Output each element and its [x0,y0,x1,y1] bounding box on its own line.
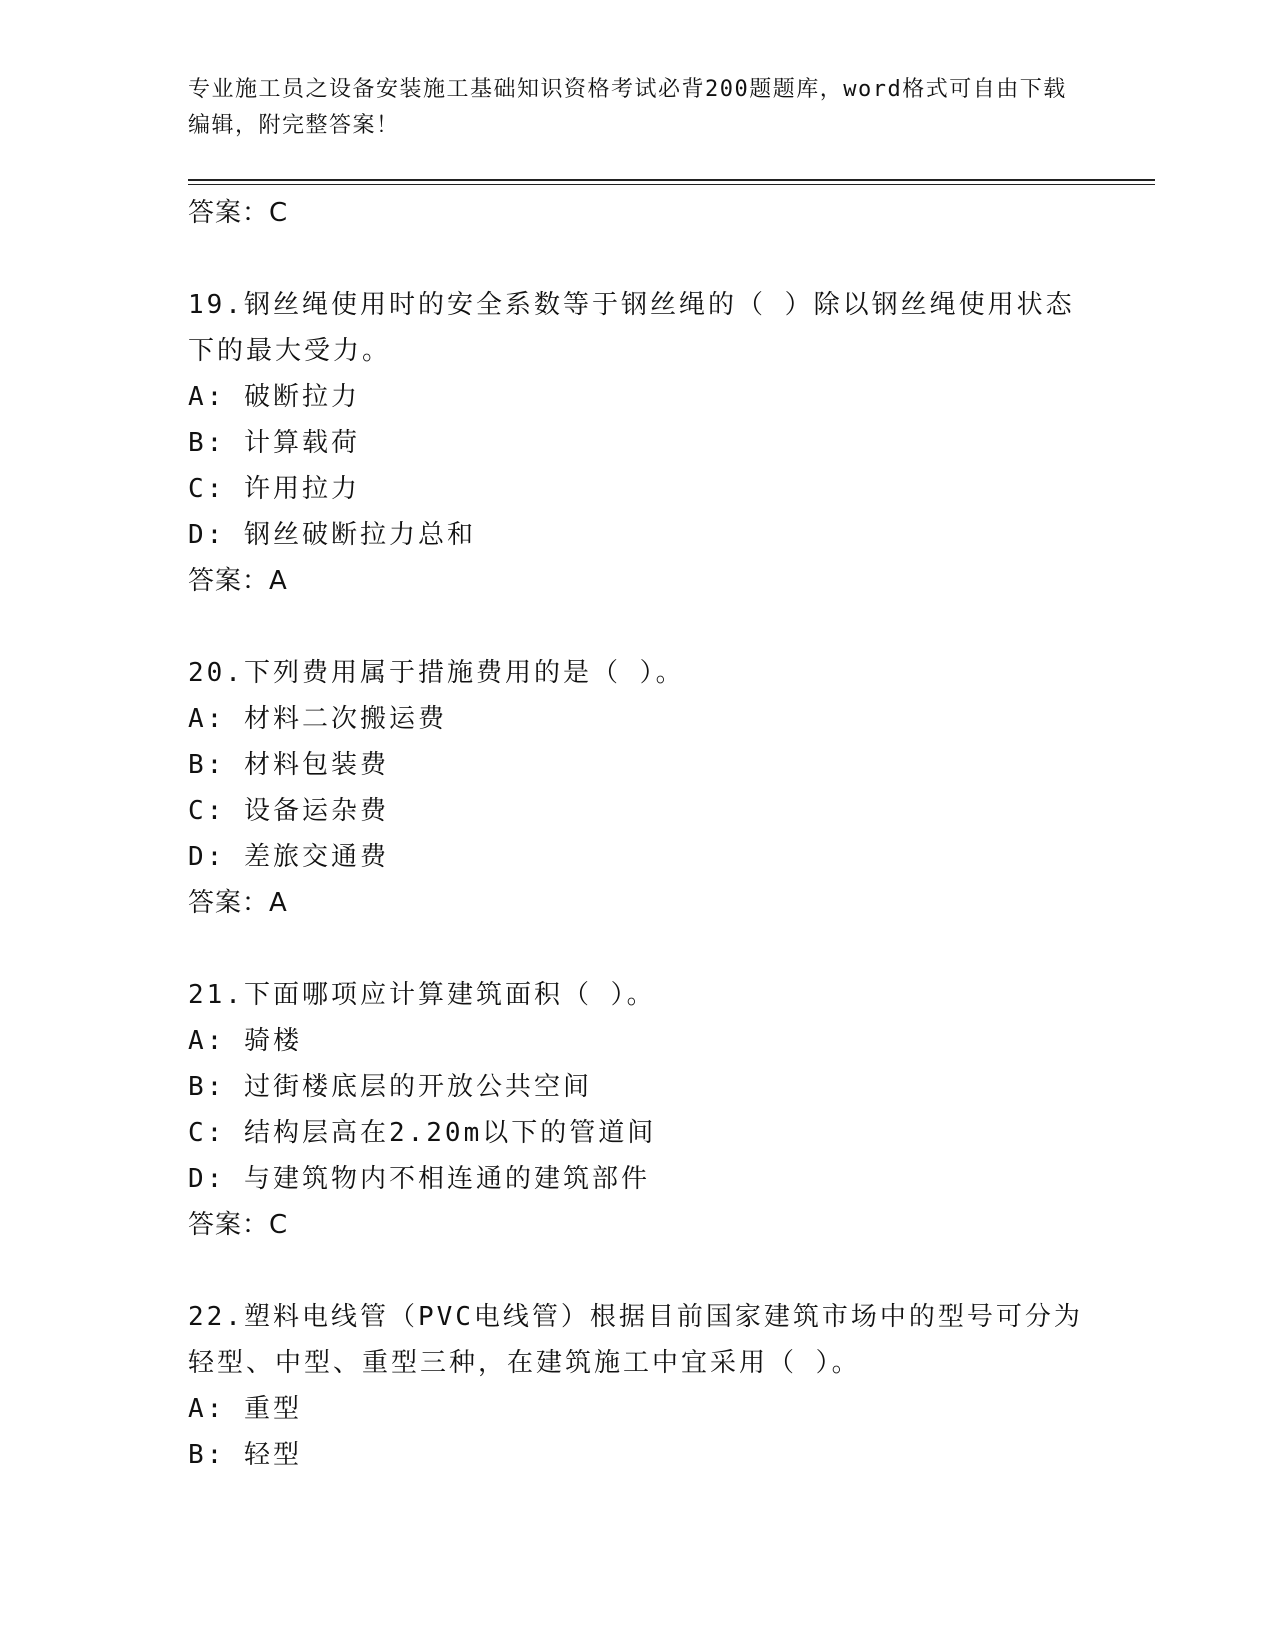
answer-line: 答案：A [188,888,288,918]
option-a: A: 重型 [188,1394,302,1424]
question-stem: 轻型、中型、重型三种，在建筑施工中宜采用（ ）。 [188,1348,861,1378]
question-22 [188,1294,1088,1478]
question-21 [188,972,1088,1248]
question-stem: 21.下面哪项应计算建筑面积（ ）。 [188,980,656,1010]
option-c: C: 设备运杂费 [188,796,389,826]
option-b: B: 过街楼底层的开放公共空间 [188,1072,592,1102]
answer-line: 答案：C [188,1210,289,1240]
answer-line: 答案：A [188,566,288,596]
spacer [188,236,1088,282]
option-d: D: 钢丝破断拉力总和 [188,520,476,550]
option-d: D: 与建筑物内不相连通的建筑部件 [188,1164,650,1194]
option-d: D: 差旅交通费 [188,842,389,872]
question-stem: 19.钢丝绳使用时的安全系数等于钢丝绳的（ ）除以钢丝绳使用状态 [188,290,1075,320]
question-stem: 20.下列费用属于措施费用的是（ ）。 [188,658,685,688]
spacer [188,1248,1088,1294]
spacer [188,926,1088,972]
option-c: C: 结构层高在2.20m以下的管道间 [188,1118,657,1148]
answer-line: 答案：C [188,198,289,228]
document-header: 专业施工员之设备安装施工基础知识资格考试必背200题题库，word格式可自由下载编辑，附完整答案！ [188,77,1067,138]
question-20 [188,650,1088,926]
question-19 [188,282,1088,604]
option-b: B: 材料包装费 [188,750,389,780]
header-divider-thin [188,184,1155,185]
option-a: A: 骑楼 [188,1026,302,1056]
header-divider-thick [188,179,1155,181]
question-content [188,190,1088,1478]
question-stem: 下的最大受力。 [188,336,392,366]
option-a: A: 材料二次搬运费 [188,704,447,734]
question-stem: 22.塑料电线管（PVC电线管）根据目前国家建筑市场中的型号可分为 [188,1302,1083,1332]
option-b: B: 计算载荷 [188,428,360,458]
spacer [188,604,1088,650]
option-c: C: 许用拉力 [188,474,360,504]
option-a: A: 破断拉力 [188,382,360,412]
option-b: B: 轻型 [188,1440,302,1470]
